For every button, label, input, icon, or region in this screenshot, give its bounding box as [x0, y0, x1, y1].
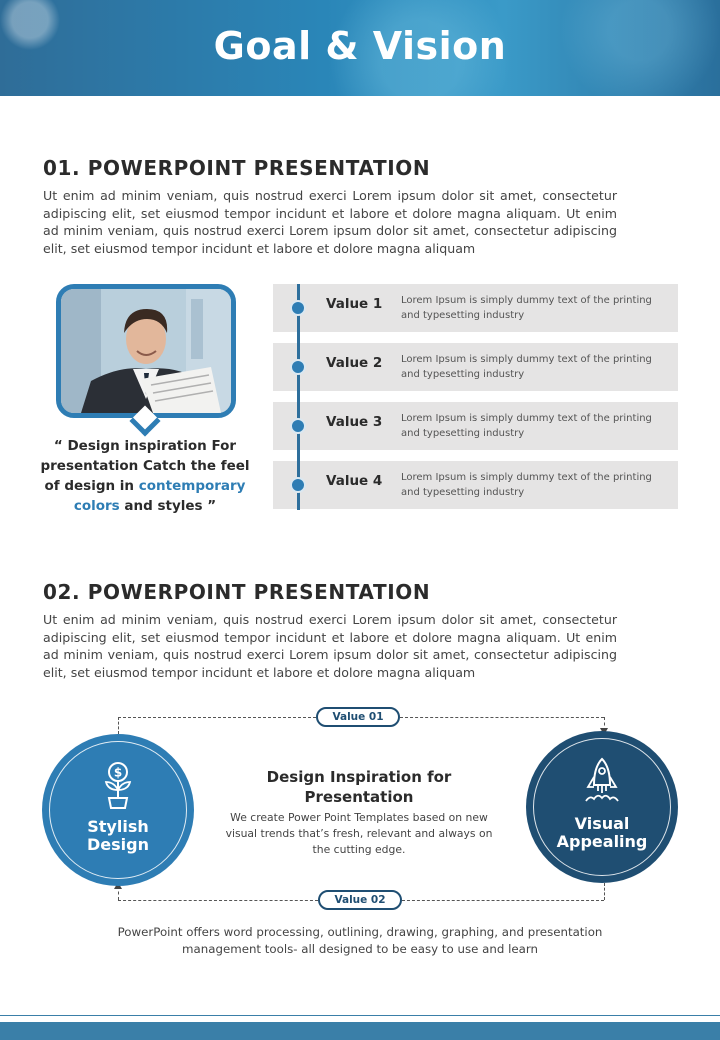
stylish-design-label [42, 818, 194, 854]
value-label: Value 4 [326, 473, 383, 489]
design-inspiration-title: Design Inspiration for Presentation [266, 768, 452, 806]
footer-divider [0, 1015, 720, 1016]
header-banner [0, 0, 720, 96]
value-description: Lorem Ipsum is simply dummy text of the printing and typesetting industry [401, 295, 652, 321]
value-01-pill: Value 01 [316, 707, 400, 727]
design-inspiration-description: We create Power Point Templates based on new visual trends that’s fresh, relevant and always on the cutting edge. [225, 811, 493, 856]
connector-top-left [118, 717, 316, 718]
quote-text-start: “ Design inspiration For presentation Catch the feel of design in [40, 438, 250, 494]
connector-top-left-down [118, 717, 119, 734]
value-02-pill: Value 02 [318, 890, 402, 910]
timeline-dot [290, 359, 306, 375]
circle-label-line1: Stylish [87, 817, 149, 836]
section2-body: Ut enim ad minim veniam, quis nostrud exerci Lorem ipsum dolor sit amet, consectetur adipiscing elit, set eiusmod tempor incidunt et labore et dolore magna aliquam. Ut enim ad minim veniam, quis nostrud exerci Lorem ipsum dolor sit amet, consectetur adipiscing elit, set eiusmod tempor incidunt et labore et dolore magna aliquam [43, 612, 617, 680]
circle-label-line2: Appealing [556, 832, 648, 851]
rocket-icon [582, 757, 622, 807]
value-label: Value 3 [326, 414, 383, 430]
timeline-dot [290, 477, 306, 493]
timeline-dot [290, 300, 306, 316]
circle-label-line2: Design [87, 835, 149, 854]
visual-appealing-circle [526, 731, 678, 883]
value-label: Value 2 [326, 355, 383, 371]
section1-heading: 01. POWERPOINT PRESENTATION [43, 156, 431, 180]
value-row-4 [273, 461, 678, 509]
page-title: Goal & Vision [213, 24, 507, 68]
businessman-photo [56, 284, 236, 418]
connector-bottom-right-up [604, 883, 605, 900]
section2-heading: 02. POWERPOINT PRESENTATION [43, 580, 431, 604]
connector-bottom-left [118, 900, 318, 901]
section1-body: Ut enim ad minim veniam, quis nostrud exerci Lorem ipsum dolor sit amet, consectetur adipiscing elit, set eiusmod tempor incidunt et labore et dolore magna aliquam. Ut enim ad minim veniam, quis nostrud exerci Lorem ipsum dolor sit amet, consectetur adipiscing elit, set eiusmod tempor incidunt et labore et dolore magna aliquam [43, 188, 617, 256]
connector-bottom-right [402, 900, 604, 901]
svg-text:$: $ [113, 765, 123, 780]
value-description: Lorem Ipsum is simply dummy text of the printing and typesetting industry [401, 413, 652, 439]
connector-top-right [400, 717, 604, 718]
circle-label-line1: Visual [574, 814, 630, 833]
value-row-2 [273, 343, 678, 391]
timeline-dot [290, 418, 306, 434]
quote-highlight: contemporary colors [73, 478, 246, 514]
design-quote [38, 436, 252, 516]
footer-description: PowerPoint offers word processing, outlining, drawing, graphing, and presentation management tools- all designed to be easy to use and learn [117, 925, 603, 956]
stylish-design-circle [42, 734, 194, 886]
value-label: Value 1 [326, 296, 383, 312]
value-description: Lorem Ipsum is simply dummy text of the printing and typesetting industry [401, 472, 652, 498]
visual-appealing-label [526, 815, 678, 851]
value-row-3 [273, 402, 678, 450]
value-row-1 [273, 284, 678, 332]
plant-dollar-icon [98, 760, 138, 810]
footer-bar [0, 1022, 720, 1040]
value-description: Lorem Ipsum is simply dummy text of the printing and typesetting industry [401, 354, 652, 380]
quote-text-end: and styles ” [119, 498, 217, 514]
businessman-illustration [61, 289, 231, 413]
